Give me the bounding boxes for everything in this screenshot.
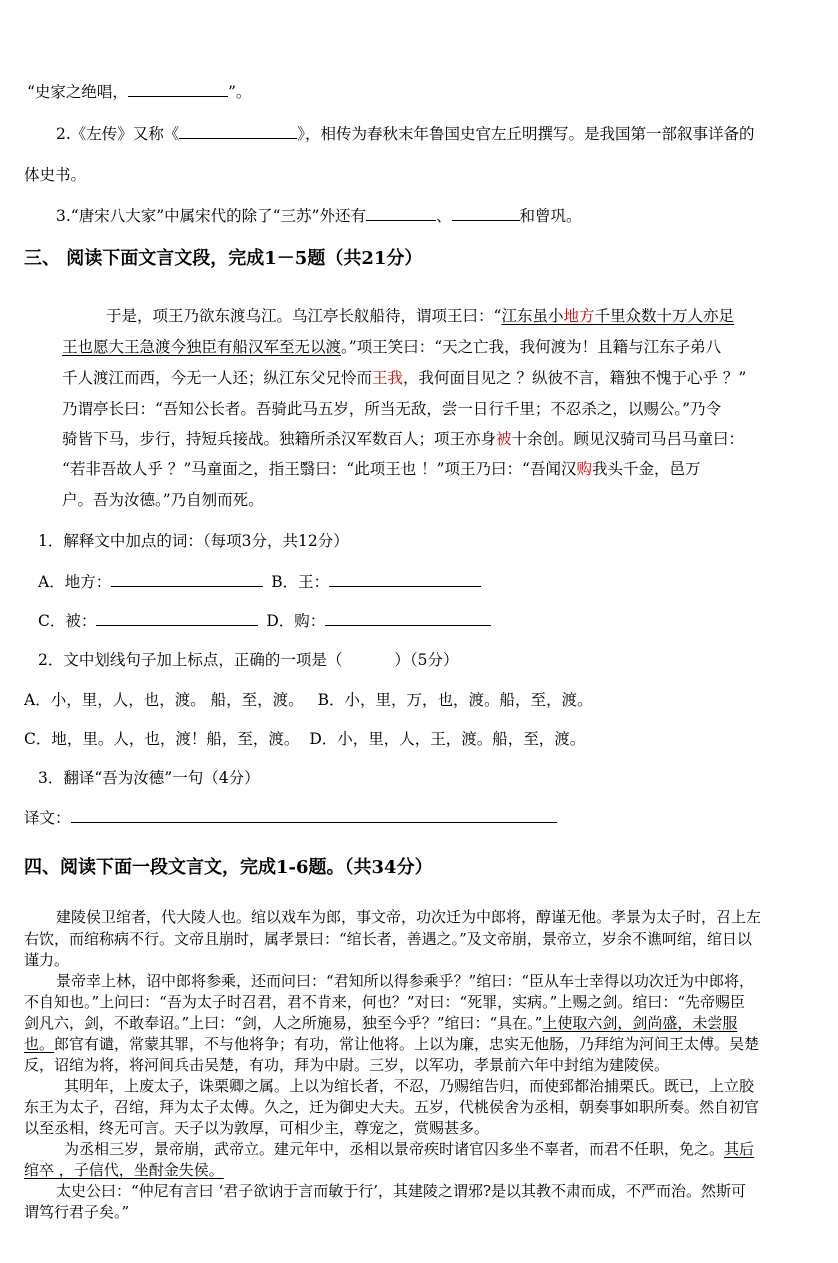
option-row-1 bbox=[24, 690, 593, 710]
dotted-word-difang: 地方 bbox=[563, 307, 595, 325]
text: 千人渡江而西，今无一人还；纵江东父兄怜而 bbox=[62, 369, 373, 387]
text: “史家之绝唱， bbox=[27, 83, 128, 101]
label-d: D．购： bbox=[266, 612, 326, 630]
text: 郎官有谴，常蒙其罪，不与他将争；有功，常让他将。上以为廉，忠实无他肠，乃拜绾为河间王太傅。吴楚 bbox=[54, 1035, 760, 1053]
answer-blank[interactable] bbox=[179, 124, 297, 139]
passage-line bbox=[62, 429, 744, 449]
label-translation: 译文： bbox=[24, 809, 71, 827]
question-2-cont: 体史书。 bbox=[24, 166, 87, 184]
underlined-sentence: 绾卒 ，子信代，坐酎金失侯。 bbox=[24, 1161, 224, 1179]
question-3: 3．翻译“吾为汝德”一句（4分） bbox=[38, 769, 260, 787]
text: “若非吾故人乎 ？”马童面之，指王翳曰：“此项王也 ！”项王乃曰：“吾闻汉 bbox=[62, 460, 577, 478]
passage-line: 乃谓亭长曰：“吾知公长者。吾骑此马五岁，所当无敌，尝一日行千里；不忍杀之，以赐公。”乃令 bbox=[62, 400, 722, 418]
passage-line: 谓笃行君子矣。” bbox=[24, 1203, 130, 1221]
answer-blank-b[interactable] bbox=[329, 572, 481, 587]
answer-row-cd bbox=[38, 611, 491, 631]
option-a[interactable]: A．小，里，人，也，渡。 船，至，渡。 bbox=[24, 691, 304, 709]
passage-line bbox=[24, 1014, 737, 1032]
answer-blank-d[interactable] bbox=[325, 611, 491, 626]
option-b[interactable]: B．小，里，万，也，渡。船，至，渡。 bbox=[317, 691, 593, 709]
underlined-sentence: 江东虽小地方千里众数十万人亦足 bbox=[501, 307, 734, 325]
underlined-sentence: 其后 bbox=[724, 1140, 755, 1158]
answer-blank[interactable] bbox=[452, 206, 520, 221]
dotted-word-wang: 王我 bbox=[372, 369, 404, 387]
text: 。”项王笑曰：“天之亡我，我何渡为！且籍与江东子弟八 bbox=[341, 338, 722, 356]
dotted-word-bei: 被 bbox=[496, 430, 512, 448]
passage-line: 以至丞相，终无可言。天子以为敦厚，可相少主，尊宠之，赏赐甚多。 bbox=[24, 1119, 490, 1137]
answer-row-ab bbox=[38, 572, 481, 592]
text: ，我何面目见之 ？纵彼不言，籍独不愧于心乎 ？” bbox=[403, 369, 747, 387]
dotted-word-gou: 购 bbox=[576, 460, 592, 478]
question-1: 1．解释文中加点的词：（每项3分，共12分） bbox=[38, 532, 349, 550]
text: ”。 bbox=[227, 83, 252, 101]
section-3-heading: 三、 阅读下面文言文段，完成1－5题（共21分） bbox=[24, 248, 423, 269]
option-d[interactable]: D．小，里，人，王，渡。船，至，渡。 bbox=[309, 730, 586, 748]
text: ）（5分） bbox=[394, 651, 459, 669]
translation-blank[interactable] bbox=[71, 808, 557, 823]
question-2 bbox=[38, 650, 459, 670]
passage-line bbox=[62, 337, 721, 357]
passage-line: 右饮，而绾称病不行。文帝且崩时，属孝景曰：“绾长者，善遇之。”及文帝崩，景帝立，岁余不谯呵绾，绾日以 bbox=[24, 930, 752, 948]
answer-blank-a[interactable] bbox=[111, 572, 263, 587]
passage-line bbox=[24, 1035, 759, 1053]
passage-line: 景帝幸上林，诏中郎将参乘，还而问曰：“君知所以得参乘乎？”绾曰：“臣从车士幸得以功次迁为中郎将， bbox=[56, 972, 755, 990]
label-c: C．被： bbox=[38, 612, 97, 630]
passage-line bbox=[62, 368, 746, 388]
underlined-sentence: 王也愿大王急渡今独臣有船汉军至无以渡 bbox=[62, 338, 342, 356]
passage-line bbox=[62, 459, 701, 479]
answer-blank[interactable] bbox=[128, 82, 228, 97]
text: 2.《左传》又称《 bbox=[56, 125, 180, 143]
text: 为丞相三岁，景帝崩，武帝立。建元年中，丞相以景帝疾时诸官囚多坐不辜者，而君不任职，免之。 bbox=[64, 1140, 725, 1158]
passage-line: 户。吾为汝德。”乃自刎而死。 bbox=[62, 491, 264, 509]
answer-blank[interactable] bbox=[366, 206, 436, 221]
underlined-sentence: 也。 bbox=[24, 1035, 55, 1053]
question-2-line bbox=[56, 124, 755, 144]
text: 、 bbox=[436, 207, 452, 225]
passage-line: 其明年，上废太子，诛栗卿之属。上以为绾长者，不忍，乃赐绾告归，而使郅都治捕栗氏。既已，上立胶 bbox=[64, 1077, 755, 1095]
translation-line bbox=[24, 808, 557, 828]
text: 和曾巩。 bbox=[519, 207, 582, 225]
passage-line bbox=[106, 306, 734, 326]
passage-line bbox=[64, 1140, 754, 1158]
label-a: A．地方： bbox=[38, 573, 112, 591]
text: 骑皆下马，步行，持短兵接战。独籍所杀汉军数百人；项王亦身 bbox=[62, 430, 497, 448]
passage-line bbox=[24, 1161, 224, 1179]
option-row-2 bbox=[24, 729, 585, 749]
text: 剑凡六，剑，不敢奉诏。”上曰：“剑，人之所施易，独至今乎？”绾曰：“具在。” bbox=[24, 1014, 543, 1032]
answer-blank-c[interactable] bbox=[96, 611, 258, 626]
text: 2．文中划线句子加上标点，正确的一项是（ bbox=[38, 651, 343, 669]
text: 于是，项王乃欲东渡乌江。乌江亭长舣船待，谓项王曰：“ bbox=[106, 307, 502, 325]
text: 》，相传为春秋末年鲁国史官左丘明撰写。是我国第一部叙事详备的 bbox=[297, 125, 755, 143]
fill-line-shiji bbox=[27, 82, 251, 102]
text: 3.“唐宋八大家”中属宋代的除了“三苏”外还有 bbox=[56, 207, 366, 225]
passage-line: 建陵侯卫绾者，代大陵人也。绾以戏车为郎，事文帝，功次迁为中郎将，醇谨无他。孝景为太子时，召上左 bbox=[56, 908, 762, 926]
text: 我头千金，邑万 bbox=[592, 460, 701, 478]
label-b: B．王： bbox=[271, 573, 330, 591]
passage-line: 不自知也。”上问曰：“吾为太子时召君，君不肯来，何也？”对曰：“死罪，实病。”上赐之剑。绾曰：“先帝赐臣 bbox=[24, 993, 746, 1011]
underlined-sentence: 上使取六剑，剑尚盛，未尝服 bbox=[542, 1014, 738, 1032]
passage-line: 反，诏绾为将，将河间兵击吴楚，有功，拜为中尉。三岁，以军功，孝景前六年中封绾为建陵侯。 bbox=[24, 1056, 670, 1074]
passage-line: 谨力。 bbox=[24, 951, 70, 969]
passage-line: 太史公曰：“仲尼有言曰 ‘君子欲讷于言而敏于行’，其建陵之谓邪?是以其教不肃而成，不严而治。然斯可 bbox=[56, 1182, 747, 1200]
option-c[interactable]: C．地，里。人，也，渡！船，至，渡。 bbox=[24, 730, 300, 748]
passage-line: 东王为太子，召绾，拜为太子太傅。久之，迁为御史大夫。五岁，代桃侯舍为丞相，朝奏事如职所奏。然自初官 bbox=[24, 1098, 760, 1116]
question-3-line bbox=[56, 206, 582, 226]
section-4-heading: 四、阅读下面一段文言文，完成1-6题。（共34分） bbox=[24, 857, 433, 878]
text: 十余创。顾见汉骑司马吕马童曰： bbox=[511, 430, 745, 448]
